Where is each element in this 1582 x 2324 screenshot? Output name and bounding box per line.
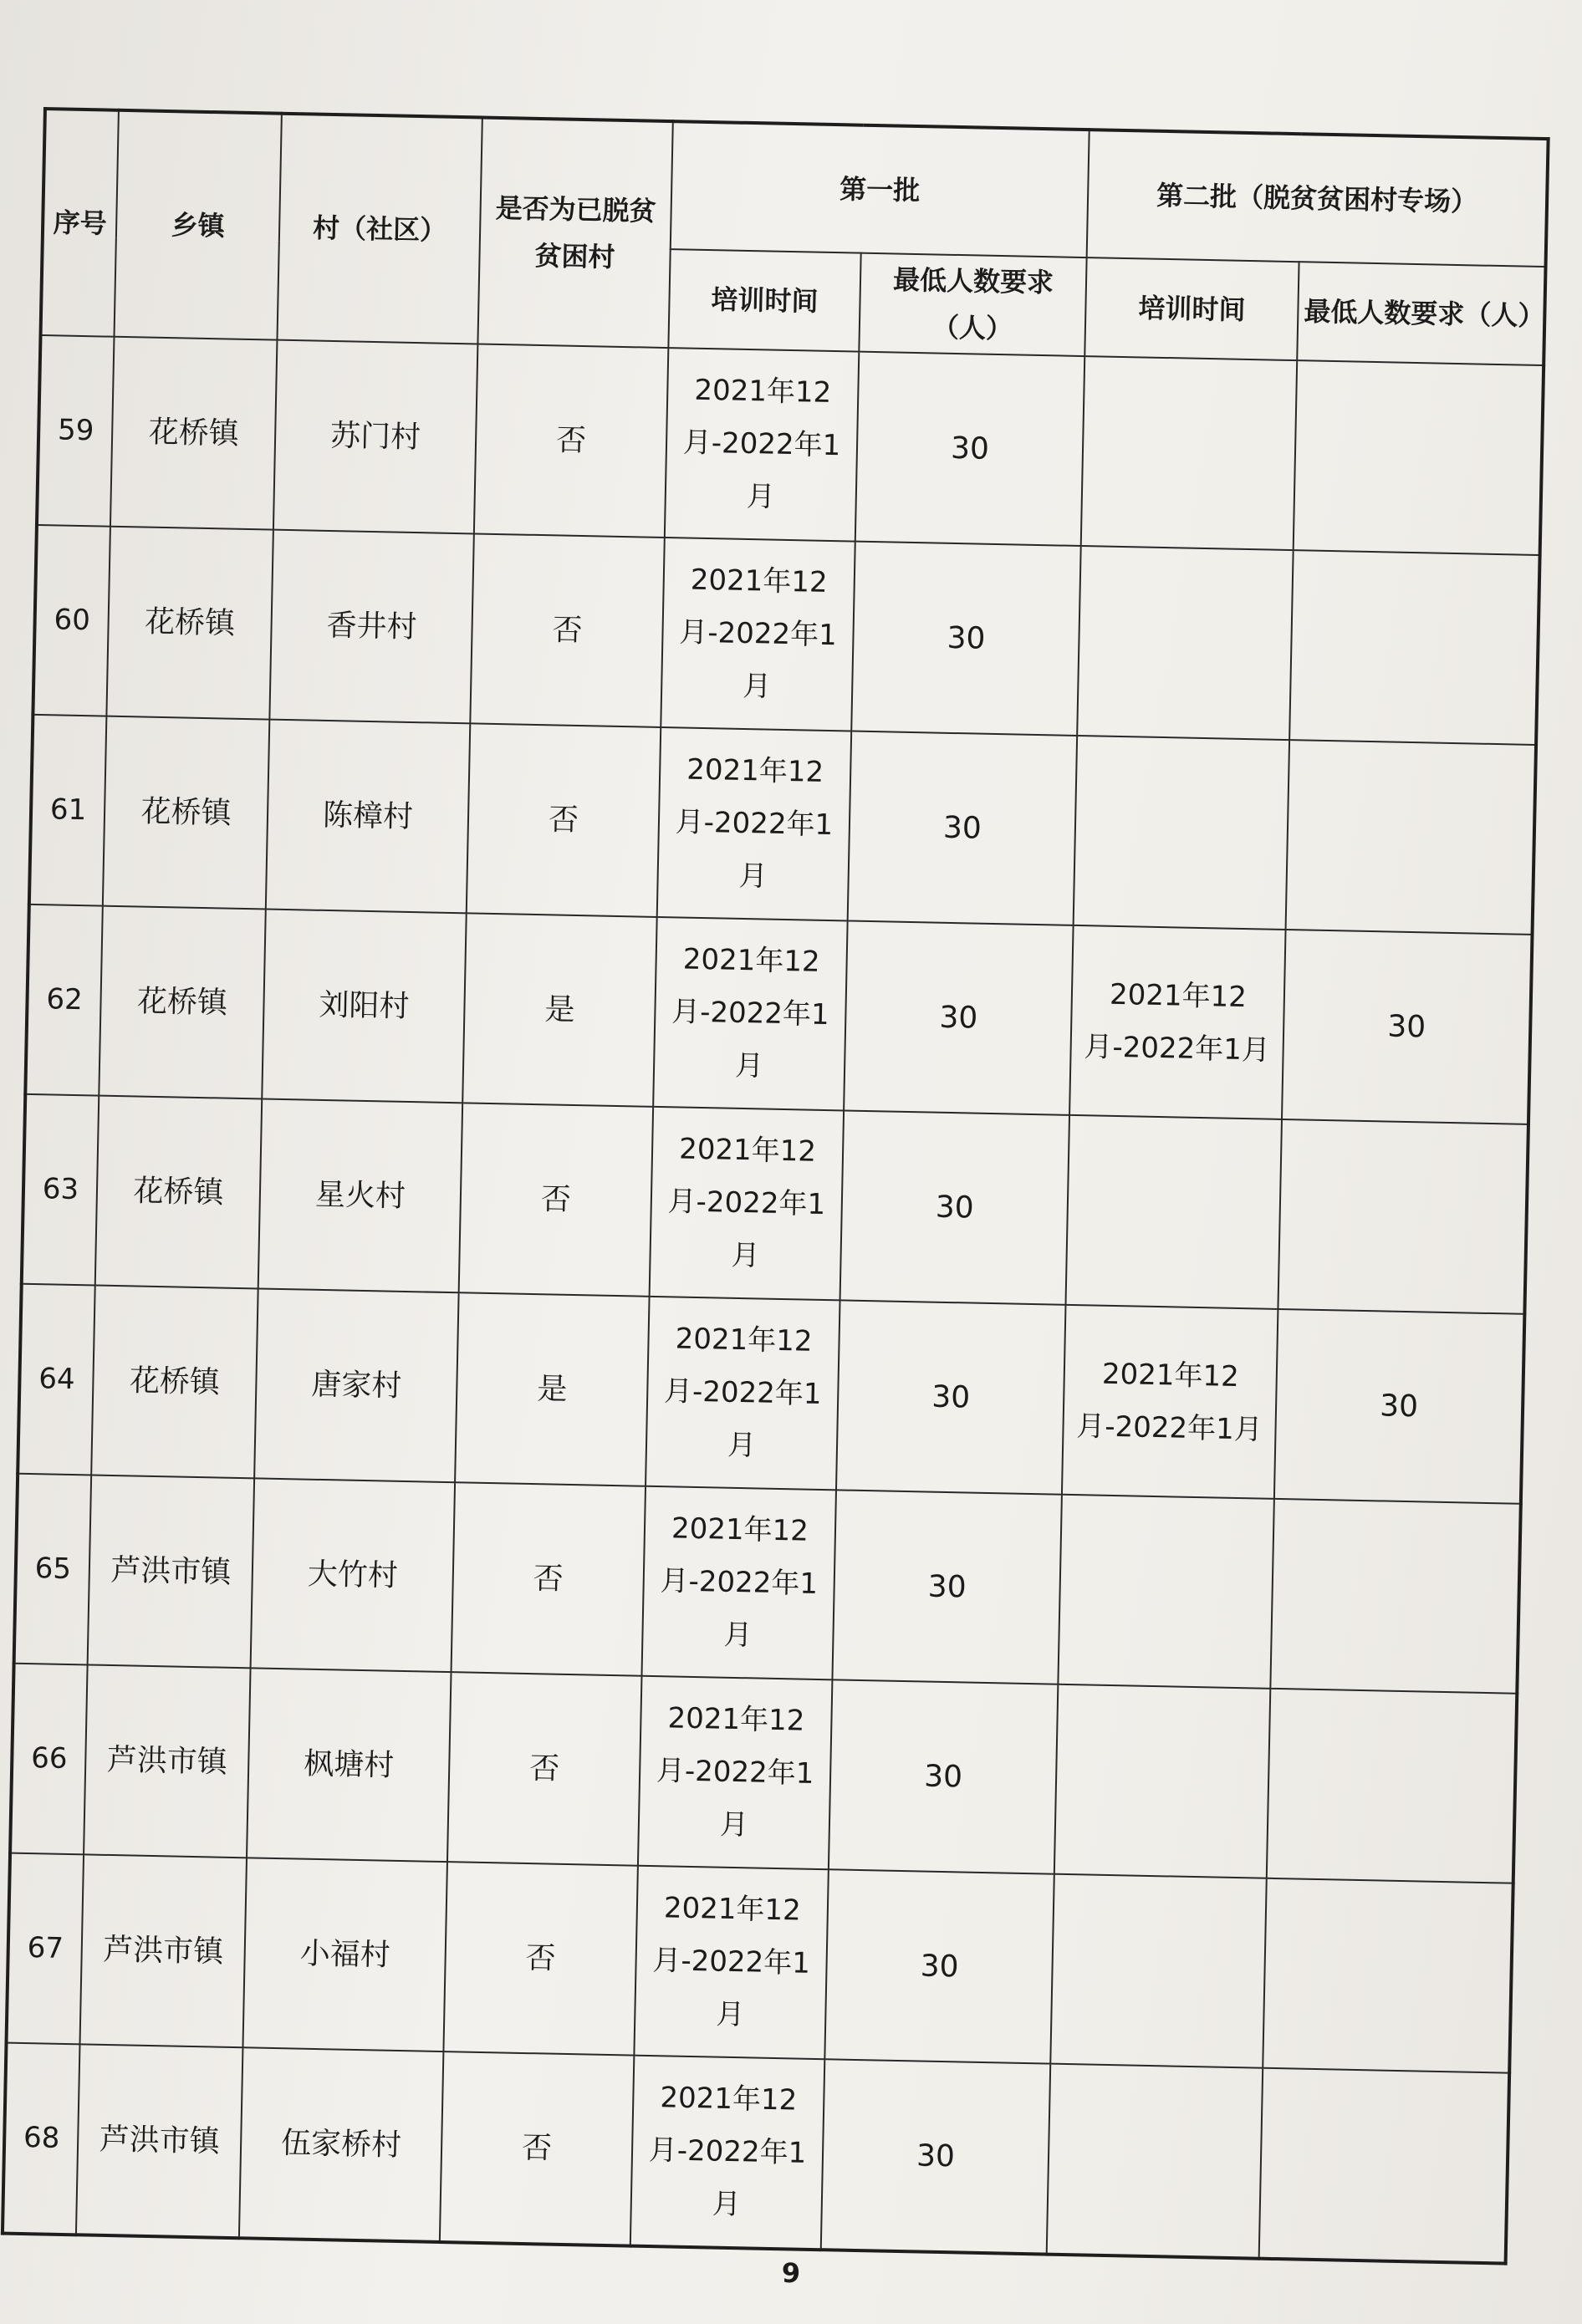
cell-batch1-min: 30 [829,1679,1059,1873]
training-schedule-table [1,107,1550,2265]
cell-batch2-min: 30 [1282,930,1533,1124]
table-row [7,1853,1513,2073]
cell-batch2-min [1289,550,1540,745]
cell-batch2-min: 30 [1274,1309,1525,1504]
cell-batch1-time: 2021年12月-2022年1月 [646,1297,840,1491]
header-status: 是否为已脱贫贫困村 [477,118,672,349]
cell-batch1-min: 30 [836,1300,1066,1494]
cell-status: 否 [440,2051,635,2246]
cell-status: 是 [462,913,657,1107]
cell-village: 刘阳村 [262,910,467,1103]
cell-seq: 60 [33,525,110,716]
cell-batch2-time [1047,2064,1263,2259]
cell-batch2-time [1066,1115,1283,1309]
cell-seq: 67 [7,1853,84,2045]
cell-batch2-min [1294,360,1544,555]
cell-town: 花桥镇 [95,1096,263,1289]
cell-village: 小福村 [242,1858,447,2051]
cell-batch1-min: 30 [840,1110,1070,1304]
cell-seq: 62 [25,905,103,1096]
cell-batch1-min: 30 [848,731,1078,925]
header-batch1-min: 最低人数要求（人） [859,253,1086,356]
cell-town: 花桥镇 [110,337,278,530]
cell-batch2-min [1270,1499,1521,1694]
cell-village: 香井村 [269,530,474,724]
header-seq: 序号 [41,109,119,337]
header-village: 村（社区） [277,114,482,344]
cell-village: 唐家村 [254,1288,459,1482]
cell-batch2-time [1081,356,1298,550]
cell-batch2-time [1050,1874,1267,2068]
cell-batch1-time: 2021年12月-2022年1月 [650,1107,845,1301]
cell-batch2-time: 2021年12月-2022年1月 [1062,1305,1278,1499]
cell-village: 枫塘村 [247,1668,452,1862]
cell-batch2-min [1259,2068,1510,2264]
table-row [10,1664,1517,1883]
table-container [1,107,1547,2265]
cell-batch1-time: 2021年12月-2022年1月 [653,917,848,1111]
cell-batch1-min: 30 [844,920,1074,1114]
cell-village: 苏门村 [273,340,478,534]
cell-batch2-time: 2021年12月-2022年1月 [1069,925,1286,1119]
cell-batch2-time [1058,1495,1274,1689]
cell-village: 大竹村 [251,1478,456,1672]
cell-batch2-time [1074,736,1290,930]
table-row [14,1474,1521,1694]
cell-town: 芦洪市镇 [88,1475,255,1668]
table-row [33,525,1539,745]
table-row [22,1094,1528,1314]
cell-town: 花桥镇 [99,906,266,1099]
page-number: 9 [781,2257,801,2289]
cell-town: 芦洪市镇 [79,1854,247,2047]
cell-seq: 66 [10,1664,88,1855]
header-batch1-time: 培训时间 [668,249,860,352]
cell-seq: 59 [37,335,115,527]
cell-seq: 63 [22,1094,100,1286]
cell-status: 否 [452,1482,646,1676]
cell-batch2-min [1263,1878,1513,2073]
cell-batch2-time [1054,1684,1271,1878]
cell-batch2-min [1286,740,1537,935]
cell-batch1-time: 2021年12月-2022年1月 [657,727,852,921]
cell-town: 花桥镇 [91,1286,258,1479]
cell-town: 芦洪市镇 [84,1664,251,1858]
cell-village: 伍家桥村 [239,2047,444,2242]
header-batch2-time: 培训时间 [1084,257,1299,360]
cell-status: 否 [443,1862,638,2056]
cell-status: 否 [470,533,665,727]
cell-village: 陈樟村 [266,720,471,914]
cell-batch2-min [1278,1119,1528,1314]
cell-batch1-min: 30 [832,1490,1062,1684]
header-batch2: 第二批（脱贫贫困村专场） [1087,130,1549,267]
cell-batch1-min: 30 [824,1869,1054,2063]
cell-status: 否 [459,1103,654,1297]
table-row [18,1284,1524,1504]
table-row [37,335,1544,555]
table-row [25,905,1532,1124]
cell-town: 花桥镇 [103,716,270,910]
header-town: 乡镇 [115,110,282,340]
cell-batch1-min: 30 [855,352,1085,546]
cell-village: 星火村 [258,1098,463,1292]
cell-batch1-time: 2021年12月-2022年1月 [641,1486,836,1680]
cell-batch2-min [1267,1689,1518,1883]
cell-batch1-min: 30 [851,542,1081,736]
cell-batch1-time: 2021年12月-2022年1月 [638,1676,833,1870]
cell-batch1-time: 2021年12月-2022年1月 [634,1866,829,2060]
table-row [3,2043,1509,2264]
cell-seq: 68 [3,2043,80,2235]
table-row [29,715,1536,935]
cell-batch1-time: 2021年12月-2022年1月 [661,538,855,731]
cell-town: 芦洪市镇 [76,2044,243,2238]
cell-batch1-time: 2021年12月-2022年1月 [665,348,860,542]
header-batch1: 第一批 [671,121,1090,257]
cell-seq: 61 [29,715,107,906]
cell-seq: 64 [18,1284,95,1475]
cell-status: 否 [474,344,669,538]
cell-town: 花桥镇 [106,527,273,720]
cell-batch1-min: 30 [821,2059,1051,2254]
cell-seq: 65 [14,1474,92,1665]
cell-status: 是 [455,1292,650,1486]
cell-status: 否 [447,1672,642,1866]
header-batch2-min: 最低人数要求（人） [1297,262,1545,365]
cell-status: 否 [467,723,661,917]
cell-batch2-time [1077,546,1294,740]
cell-batch1-time: 2021年12月-2022年1月 [630,2056,825,2250]
